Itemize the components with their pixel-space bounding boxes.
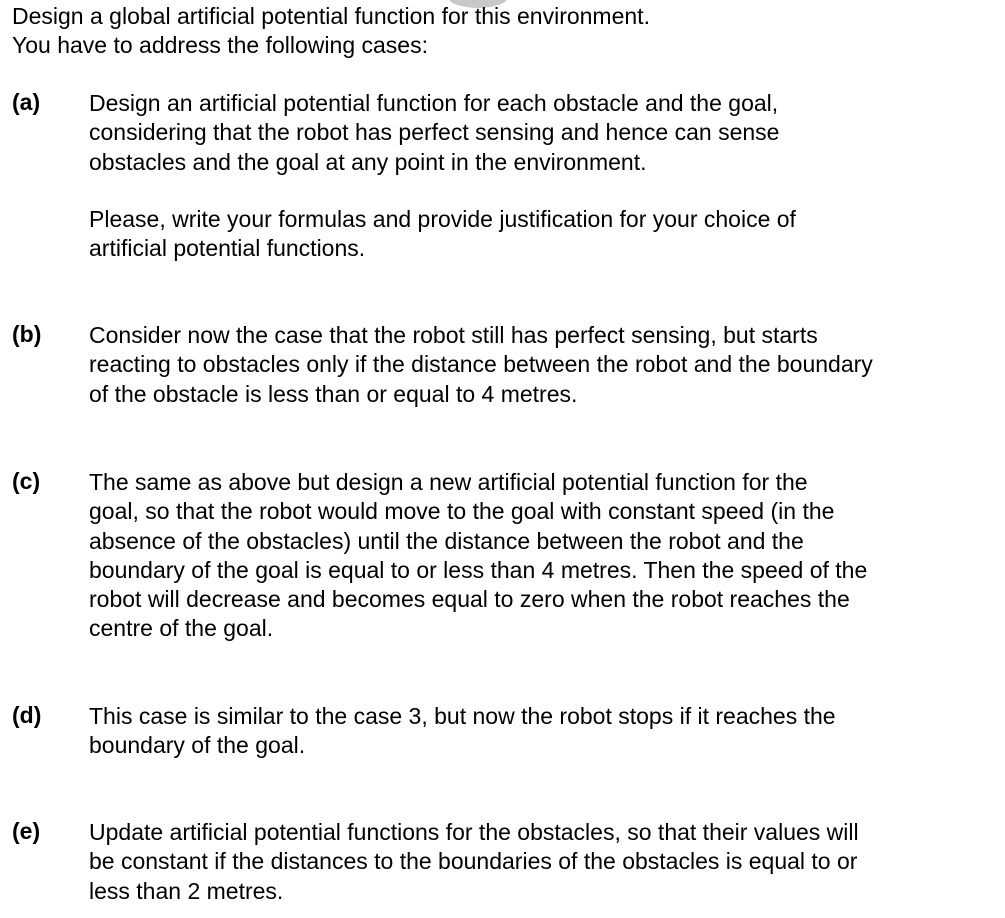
item-text-e (89, 818, 859, 906)
item-line: Consider now the case that the robot still has perfect sensing, but starts (89, 322, 818, 348)
item-line: goal, so that the robot would move to the goal with constant speed (in the (89, 498, 835, 525)
item-label-d: (d) (12, 702, 42, 728)
item-line: centre of the goal. (89, 615, 274, 642)
item-line: Design an artificial potential function for each obstacle and the goal, (89, 90, 779, 116)
item-label-e: (e) (12, 818, 41, 844)
item-line: robot will decrease and becomes equal to zero when the robot reaches the (89, 586, 850, 613)
item-line: boundary of the goal is equal to or less than 4 metres. Then the speed of the (89, 556, 868, 583)
item-line: boundary of the goal. (89, 732, 306, 759)
item-line: less than 2 metres. (89, 877, 284, 904)
item-line: absence of the obstacles) until the distance between the robot and the (89, 527, 804, 554)
item-line: This case is similar to the case 3, but now the robot stops if it reaches the (89, 703, 836, 729)
item-text-d (89, 702, 836, 761)
item-label-c: (c) (12, 468, 41, 494)
item-line: reacting to obstacles only if the distance between the robot and the boundary (89, 351, 873, 378)
item-line: artificial potential functions. (89, 235, 366, 262)
item-text-c (89, 468, 867, 644)
item-line: obstacles and the goal at any point in the environment. (89, 148, 647, 175)
item-line: considering that the robot has perfect sensing and hence can sense (89, 119, 780, 146)
item-line: Update artificial potential functions for the obstacles, so that their values will (89, 819, 859, 845)
item-line: be constant if the distances to the boundaries of the obstacles is equal to or (89, 848, 858, 875)
item-line: of the obstacle is less than or equal to 4 metres. (89, 380, 578, 407)
item-text-a (89, 89, 779, 177)
item-line: The same as above but design a new artificial potential function for the (89, 469, 808, 495)
intro-line: Design a global artificial potential function for this environment. (12, 3, 650, 29)
item-line: Please, write your formulas and provide justification for your choice of (89, 206, 796, 232)
item-label-b: (b) (12, 321, 42, 347)
item-label-a: (a) (12, 89, 41, 115)
item-text-a-extra (89, 205, 796, 264)
intro-line: You have to address the following cases: (12, 32, 428, 58)
intro-paragraph (12, 2, 650, 60)
item-text-b (89, 321, 905, 409)
